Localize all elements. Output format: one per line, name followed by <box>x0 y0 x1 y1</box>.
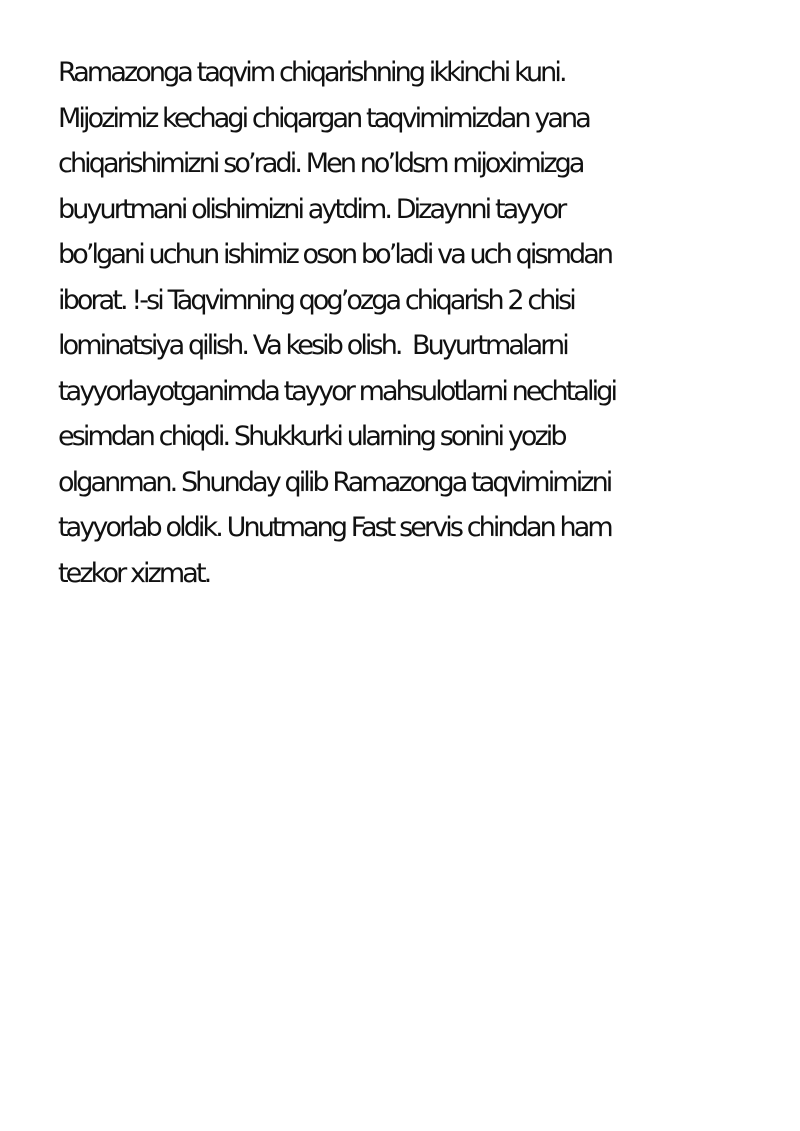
text-line: bo’lgani uchun ishimiz oson bo’ladi va uch qismdan <box>58 239 612 270</box>
text-line: esimdan chiqdi. Shukkurki ularning sonini yozib <box>58 421 565 452</box>
text-line: chiqarishimizni so’radi. Men no’ldsm mijoximizga <box>58 148 583 179</box>
text-line: lominatsiya qilish. Va kesib olish. Buyurtmalarni <box>58 330 567 361</box>
text-line: tayyorlayotganimda tayyor mahsulotlarni nechtaligi <box>58 375 616 407</box>
text-line: iborat. !-si Taqvimning qog’ozga chiqarish 2 chisi <box>58 284 574 316</box>
text-line: Ramazonga taqvim chiqarishning ikkinchi kuni. <box>58 57 565 88</box>
text-line: tayyorlab oldik. Unutmang Fast servis chindan ham <box>58 512 611 543</box>
text-line: Mijozimiz kechagi chiqargan taqvimimizdan yana <box>58 102 589 134</box>
text-line: tezkor xizmat. <box>58 557 210 589</box>
text-line: buyurtmani olishimizni aytdim. Dizaynni tayyor <box>58 193 565 225</box>
body-paragraph <box>58 50 800 596</box>
text-line: olganman. Shunday qilib Ramazonga taqvimimizni <box>58 466 611 498</box>
